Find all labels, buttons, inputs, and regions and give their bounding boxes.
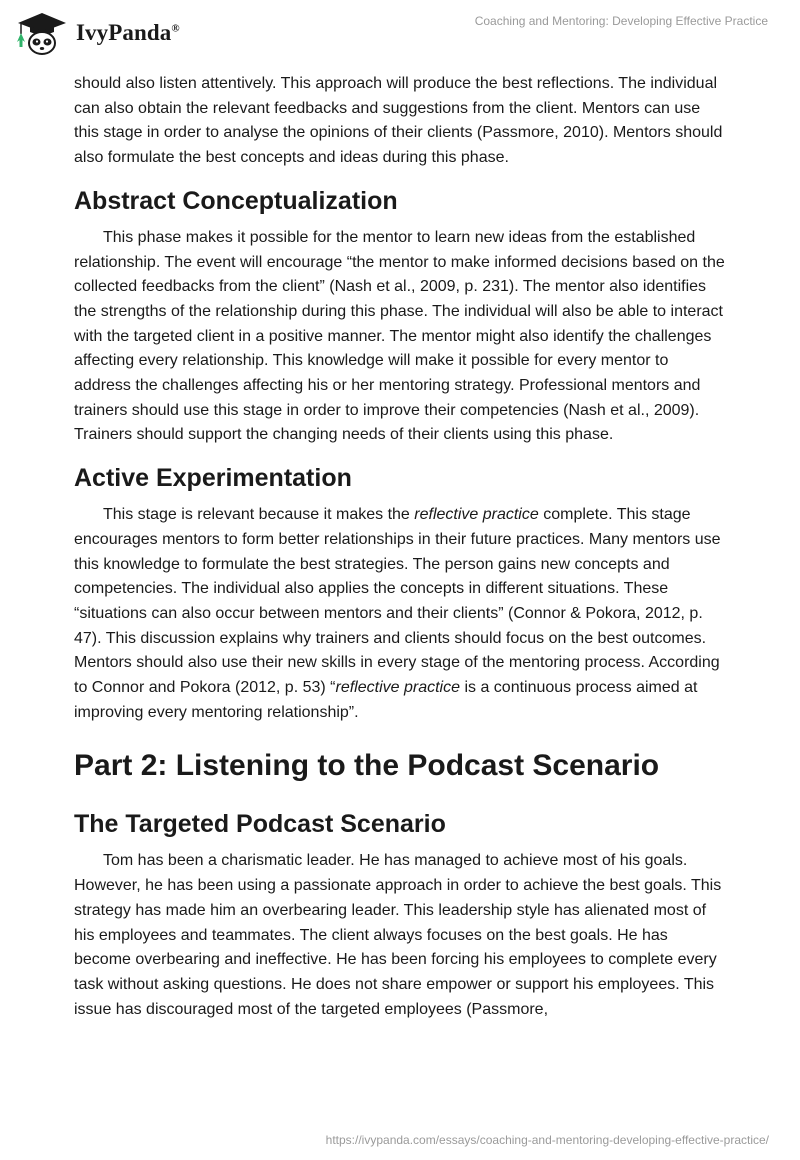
paragraph-active-experimentation: This stage is relevant because it makes the reflective practice complete. This stage encourages mentors to form better relationships in their future practices. Many mentors use this knowledge to formulate the best strategies. The person gains new concepts and competencies. The individual also applies the concepts in different situations. These “situations can also occur between mentors and their clients” (Connor & Pokora, 2012, p. 47). This discussion explains why trainers and clients should focus on the best outcomes. Mentors should also use their new skills in every stage of the mentoring process. According to Connor and Pokora (2012, p. 53) “reflective practice is a continuous process aimed at improving every mentoring relationship”.: [74, 506, 721, 721]
heading-active-experimentation: Active Experimentation: [74, 464, 352, 493]
paragraph-continuation: should also listen attentively. This approach will produce the best reflections. The individual can also obtain the relevant feedbacks and suggestions from the client. Mentors can use this stage in order to analyse the opinions of their clients (Passmore, 2010). Mentors should also formulate the best concepts and ideas during this phase.: [74, 75, 723, 167]
brand-name: IvyPanda®: [76, 20, 180, 45]
panda-graduate-icon: [12, 10, 72, 56]
article-body: [74, 72, 726, 1022]
emphasis-reflective-practice: reflective practice: [335, 679, 460, 697]
page-header: [0, 0, 800, 66]
heading-abstract-conceptualization: Abstract Conceptualization: [74, 186, 398, 215]
heading-part-2: Part 2: Listening to the Podcast Scenario: [74, 749, 660, 783]
paragraph-abstract-conceptualization: This phase makes it possible for the mentor to learn new ideas from the established relationship. The event will encourage “the mentor to make informed decisions based on the collected feedbacks from the client” (Nash et al., 2009, p. 231). The mentor also identifies the strengths of the relationship during this phase. The individual will also be able to interact with the targeted client in a positive manner. The mentor might also identify the challenges affecting every relationship. This knowledge will make it possible for every mentor to address the challenges affecting his or her mentoring strategy. Professional mentors and trainers should use this stage in order to improve their competencies (Nash et al., 2009). Trainers should support the changing needs of their clients using this phase.: [74, 228, 725, 444]
brand-logo[interactable]: [12, 10, 180, 56]
paragraph-podcast-scenario: Tom has been a charismatic leader. He has managed to achieve most of his goals. However, he has been using a passionate approach in order to achieve the best goals. This strategy has made him an overbearing leader. This leadership style has alienated most of his employees and teammates. The client always focuses on the best goals. He has become overbearing and ineffective. He has been forcing his employees to complete every task without asking questions. He does not share empower or support his employees. This issue has discouraged most of the targeted employees (Passmore,: [74, 852, 722, 1018]
source-url[interactable]: https://ivypanda.com/essays/coaching-and-mentoring-developing-effective-practice/: [325, 1133, 769, 1147]
document-title: Coaching and Mentoring: Developing Effective Practice: [474, 14, 768, 28]
emphasis-reflective-practice: reflective practice: [414, 506, 539, 524]
heading-targeted-podcast-scenario: The Targeted Podcast Scenario: [74, 810, 446, 839]
